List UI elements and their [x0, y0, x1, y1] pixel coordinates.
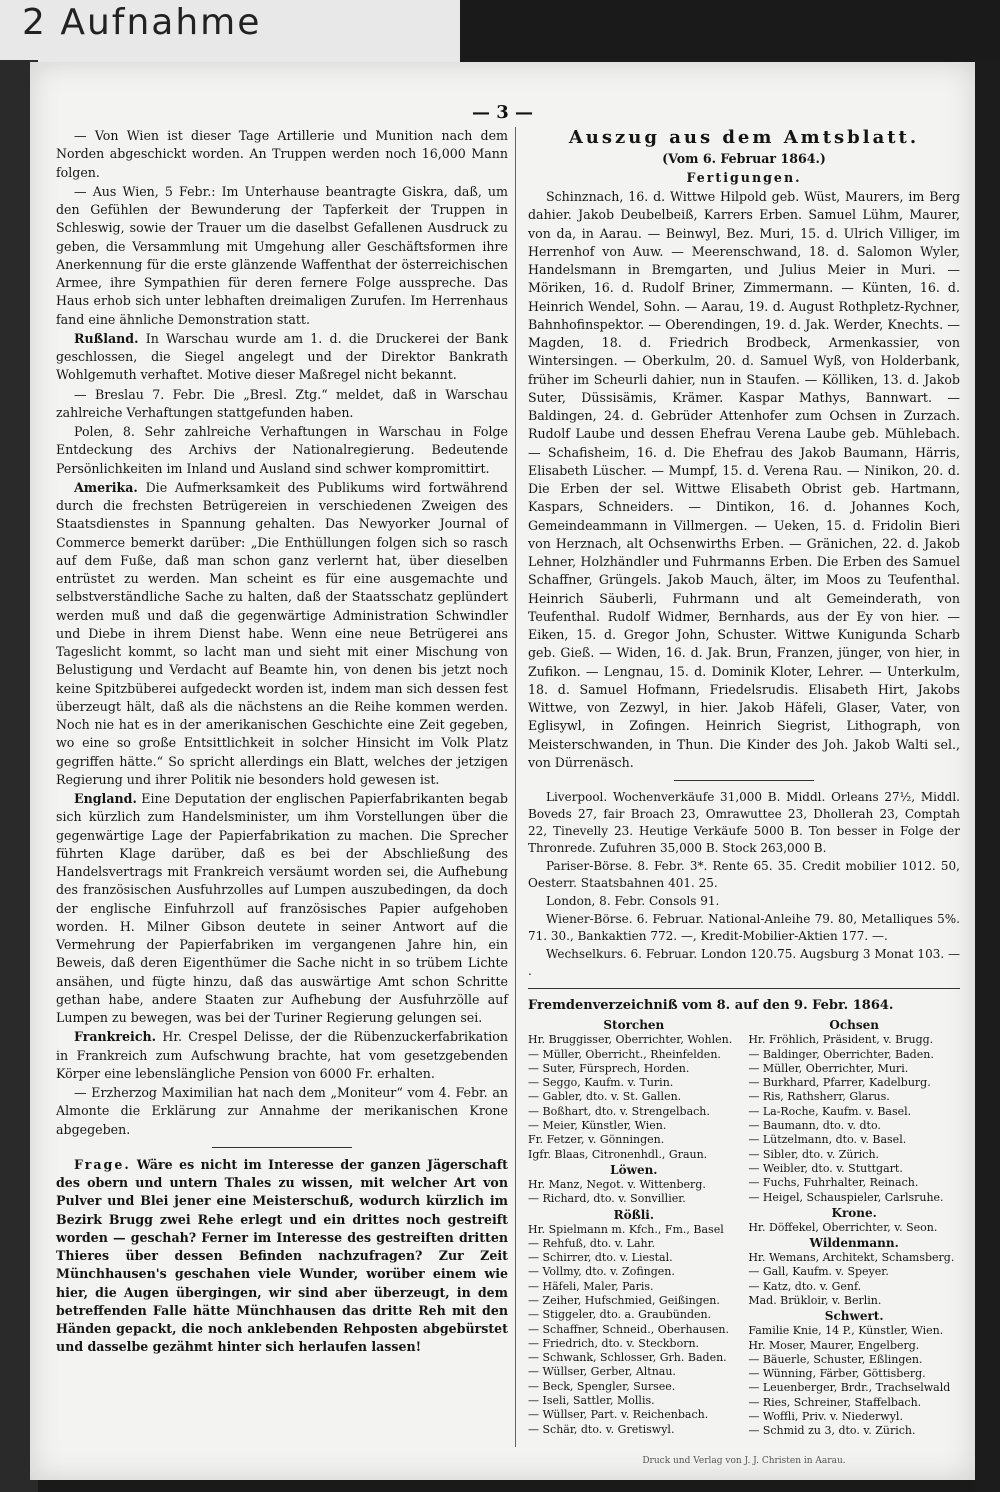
fertigungen-subtitle: Fertigungen. — [686, 170, 802, 185]
article-breslau: — Breslau 7. Febr. Die „Bresl. Ztg.“ meldet, daß in Warschau zahlreiche Verhaftungen stattgefunden haben. — [56, 386, 508, 420]
guest-entry: — Bäuerle, Schuster, Eßlingen. — [748, 1352, 923, 1366]
guest-entry: — Schär, dto. v. Gretiswyl. — [528, 1422, 675, 1436]
heading-england: England. — [74, 791, 137, 806]
section-rule — [674, 780, 814, 781]
page-number: — 3 — — [471, 102, 534, 123]
guest-entry: — Woffli, Priv. v. Niederwyl. — [748, 1410, 903, 1424]
fremden-column-left — [528, 1017, 740, 1438]
guest-entry: — Müller, Oberricht., Rheinfelden. — [528, 1047, 721, 1061]
guest-entry: — Baldinger, Oberrichter, Baden. — [748, 1047, 934, 1061]
guest-entry: — Leuenberger, Brdr., Trachselwald — [748, 1381, 951, 1395]
guest-entry: — Rehfuß, dto. v. Lahr. — [528, 1236, 656, 1250]
market-liverpool: Liverpool. Wochenverkäufe 31,000 B. Middl. Orleans 27½, Middl. Boveds 27, fair Broach 23, Omrawuttee 23, Dhollerah 23, Comptah 22, Tinevelly 23. Heutige Verkäufe 5000 B. Ton besser in Folge der Thronrede. Zufuhren 35,000 B. Stock 263,000 B. — [528, 790, 960, 855]
article-wien-artillery: — Von Wien ist dieser Tage Artillerie und Munition nach dem Norden abgeschickt worden. An Truppen werden noch 16,000 Mann folgen. — [56, 128, 508, 180]
guest-entry: — Boßhart, dto. v. Strengelbach. — [528, 1104, 710, 1118]
hotel-heading: Krone. — [831, 1205, 877, 1220]
hotel-heading: Rößli. — [613, 1207, 655, 1222]
heading-frankreich: Frankreich. — [74, 1029, 157, 1045]
text-amerika: Die Aufmerksamkeit des Publikums wird fortwährend durch die frechsten Betrügereien in verschiedenen Zweigen des Staatsdienstes in Spannung gehalten. Das Newyorker Journal of Commerce bemerkt darüber: „Die Enthüllungen folgen sich so rasch auf dem Fuße, daß man schon ganz verlernt hat, über dieselben entrüstet zu werden. Man scheint es für eine ausgemachte und selbstverständliche Sache zu halten, daß der Staatsschatz geplündert werden muß und daß die gegenwärtige Administration Schwindler und Diebe in ihrem Dienst habe. Wenn eine neue Betrügerei ans Tageslicht kommt, so lacht man und sieht mit einer Mischung von Belustigung und Verdacht auf Beamte hin, von denen bis jetzt noch keine Spitzbüberei aufgedeckt worden ist, indem man sich dessen fest überzeugt hält, daß als die nächstens an die Reihe kommen werden. Noch nie hat es in der amerikanischen Geschichte eine Zeit gegeben, wo eine so große Entsittlichkeit in solcher Hinsicht im Volk Platz gegriffen hätte.“ So spricht allerdings ein Blatt, welches der jetzigen Regierung und ihrer Politik nie besonders hold gewesen ist. — [56, 479, 508, 787]
printer-imprint: Druck und Verlag von J. J. Christen in Aarau. — [642, 1456, 846, 1466]
article-erzherzog: — Erzherzog Maximilian hat nach dem „Moniteur“ vom 4. Febr. an Almonte die Erklärung zur Annahme der merikanischen Krone abgegeben. — [56, 1085, 508, 1137]
guest-entry: — La-Roche, Kaufm. v. Basel. — [748, 1104, 912, 1118]
guest-entry: Hr. Bruggisser, Oberrichter, Wohlen. — [528, 1033, 733, 1047]
guest-entry: — Baumann, dto. v. dto. — [748, 1119, 881, 1133]
guest-entry: — Seggo, Kaufm. v. Turin. — [528, 1076, 674, 1090]
fremden-title: Fremdenverzeichniß vom 8. auf den 9. Febr. 1864. — [528, 998, 894, 1013]
article-polen: Polen, 8. Sehr zahlreiche Verhaftungen in Warschau in Folge Entdeckung des Archivs der Nationalregierung. Bedeutende Persönlichkeiten im Inland und Ausland sind schwer kompromittirt. — [56, 424, 508, 476]
guest-entry: Familie Knie, 14 P., Künstler, Wien. — [748, 1324, 944, 1338]
article-frankreich — [56, 1028, 508, 1083]
fremden-columns — [528, 1017, 960, 1438]
guest-entry: — Müller, Oberrichter, Muri. — [748, 1061, 909, 1075]
guest-entry: Hr. Döffekel, Oberrichter, v. Seon. — [748, 1220, 938, 1234]
guest-entry: — Wüllser, Gerber, Altnau. — [528, 1365, 676, 1379]
left-column — [56, 127, 508, 1358]
section-rule — [528, 988, 960, 989]
guest-entry: Hr. Moser, Maurer, Engelberg. — [748, 1338, 920, 1352]
guest-entry: — Iseli, Sattler, Mollis. — [528, 1394, 655, 1408]
guest-entry: — Stiggeler, dto. a. Graubünden. — [528, 1308, 712, 1322]
amtsblatt-date: (Vom 6. Februar 1864.) — [662, 151, 826, 166]
guest-entry: — Schirrer, dto. v. Liestal. — [528, 1251, 673, 1265]
guest-entry: — Schwank, Schlosser, Grh. Baden. — [528, 1351, 727, 1365]
text-russland: In Warschau wurde am 1. d. die Druckerei der Bank geschlossen, die Siegel angelegt und der Direktor Bankrath Wohlgemuth verhaftet. Motive dieser Maßregel nicht bekannt. — [56, 330, 508, 383]
market-paris: Pariser-Börse. 8. Febr. 3*. Rente 65. 35. Credit mobilier 1012. 50, Oesterr. Staatsbahnen 401. 25. — [528, 859, 960, 890]
guest-entry: Hr. Manz, Negot. v. Wittenberg. — [528, 1177, 706, 1191]
text-frankreich: Hr. Crespel Delisse, der die Rübenzuckerfabrikation in Frankreich zum Aufschwung brachte, hat vom gesetzgebenden Körper eine lebenslängliche Pension von 6000 Fr. erhalten. — [56, 1029, 508, 1081]
heading-amerika: Amerika. — [74, 479, 138, 495]
amtsblatt-title: Auszug aus dem Amtsblatt. — [568, 127, 920, 148]
heading-russland: Rußland. — [74, 330, 139, 346]
fertigungen-text: Schinznach, 16. d. Wittwe Hilpold geb. Wüst, Maurers, im Berg dahier. Jakob Deubelbeiß, Karrers Erben. Samuel Lühm, Maurer, von da, in Aarau. — Beinwyl, Bez. Muri, 15. d. Ulrich Villiger, im Herrenhof von Auw. — Meerenschwand, 18. d. Salomon Wyler, Handelsmann in Bremgarten, und Julius Meier in Muri. — Möriken, 16. d. Rudolf Briner, Zimmermann. — Künten, 16. d. Heinrich Wendel, Sohn. — Aarau, 19. d. August Rothpletz-Rychner, Bahnhofinspektor. — Oberendingen, 19. d. Jak. Werder, Knechts. — Magden, 18. d. Friedrich Brodbeck, Armenkassier, von Wintersingen. — Oberkulm, 20. d. Samuel Wyß, von Holderbank, früher im Scheurli dahier, nun in Staufen. — Kölliken, 13. d. Jakob Suter, Düssisämis, Krämer. Kaspar Mathys, Bannwart. — Baldingen, 24. d. Gebrüder Attenhofer zum Ochsen in Zurzach. Rudolf Laube und dessen Ehefrau Verena Laube geb. Mühlebach. — Schafisheim, 16. d. Die Ehefrau des Jakob Baumann, Härris, Elisabeth Lüscher. — Mumpf, 15. d. Verena Rau. — Ninikon, 20. d. Die Erben der sel. Wittwe Elisabeth Obrist geb. Hartmann, Kaspars, Schneiders. — Dintikon, 16. d. Johannes Koch, Gemeindeammann in Villmergen. — Ueken, 15. d. Fridolin Bieri von Herznach, alt Ochsenwirths Erben. — Gränichen, 22. d. Jakob Lehner, Holzhändler und Fuhrmanns Erben. Die Erben des Samuel Schaffner, Grüngels. Jakob Mauch, älter, im Moos zu Teufenthal. Heinrich Säuberli, Fuhrmann und alt Gemeinderath, von Teufenthal. Rudolf Widmer, Bernhards, aus der Ey von hier. — Eiken, 15. d. Gregor John, Schuster. Wittwe Kunigunda Scharb geb. Gieß. — Widen, 16. d. Jak. Brun, Franzen, jünger, von hier, in Zufikon. — Lengnau, 15. d. Dominik Kloter, Lehrer. — Unterkulm, 18. d. Samuel Hofmann, Friedelsrudis. Elisabeth Hirt, Jakobs Wittwe, von Zezwyl, in hier. Jakob Häfeli, Glaser, Vater, von Eglisywl, in Zofingen. Heinrich Siegrist, Lithograph, von Meisterschwanden, in Thun. Die Kinder des Joh. Jakob Walti sel., von Dürrenäsch. — [528, 189, 960, 770]
section-rule — [212, 1147, 352, 1148]
right-column — [528, 127, 960, 1439]
guest-entry: Fr. Fetzer, v. Gönningen. — [528, 1133, 665, 1147]
guest-entry: — Burkhard, Pfarrer, Kadelburg. — [748, 1076, 931, 1090]
guest-entry: — Wüllser, Part. v. Reichenbach. — [528, 1408, 709, 1422]
hotel-heading: Ochsen — [829, 1018, 879, 1033]
hotel-heading: Wildenmann. — [809, 1236, 899, 1251]
page-edge — [975, 60, 1000, 1492]
hotel-heading: Storchen — [603, 1018, 665, 1033]
guest-entry: — Weibler, dto. v. Stuttgart. — [748, 1161, 903, 1175]
market-london: London, 8. Febr. Consols 91. — [546, 894, 720, 908]
handwritten-note: 2 Aufnahme — [22, 2, 262, 43]
heading-frage: Frage. — [74, 1156, 131, 1172]
text-frage: Wäre es nicht im Interesse der ganzen Jägerschaft des obern und untern Thales zu wissen, mit welcher Art von Pulver und Blei jener eine Meisterschuß, wodurch kürzlich im Bezirk Brugg zwei Rehe erlegt und ein drittes noch gestreift worden — geschah? Ferner im Interesse des gestreiften dritten Thieres über dessen Befinden nachzufragen? Zur Zeit Münchhausen's geschahen viele Wunder, worüber einem wie hier, die Augen übergingen, wir sind aber überzeugt, in dem betreffenden Falle hätte Münchhausen das dritte Reh mit den Händen gepackt, die noch anklebenden Rehposten abgebürstet und dasselbe gezähmt hinter sich herlaufen lassen! — [56, 1156, 508, 1355]
guest-entry: Hr. Wemans, Architekt, Schamsberg. — [748, 1251, 955, 1265]
market-wechsel: Wechselkurs. 6. Februar. London 120.75. Augsburg 3 Monat 103. — . — [528, 947, 960, 978]
article-russland — [56, 330, 508, 385]
guest-entry: — Friedrich, dto. v. Steckborn. — [528, 1336, 700, 1350]
guest-entry: Hr. Spielmann m. Kfch., Fm., Basel — [528, 1222, 724, 1236]
market-wien: Wiener-Börse. 6. Februar. National-Anleihe 79. 80, Metalliques 5%. 71. 30., Bankaktien 772. —, Kredit-Mobilier-Aktien 177. —. — [528, 912, 960, 943]
text-england: Eine Deputation der englischen Papierfabrikanten begab sich kürzlich zum Handelsminister, um ihm Vorstellungen über die gegenwärtige Lage der Papierfabrikation zu machen. Die Sprecher führten Klage darüber, daß es bei der Abschließung des Handelsvertrags mit Frankreich versäumt worden sei, die Aufhebung des französischen Ausfuhrzolles auf Lumpen auszubedingen, da doch der englische Einfuhrzoll auf französisches Papier aufgehoben worden. H. Milner Gibson deutete in seiner Antwort auf die Vermehrung der Papierfabriken im vergangenen Jahre hin, ein Beweis, daß deren Eigenthümer die Sache nicht in so trübem Lichte ansähen, und fügte hinzu, daß das auswärtige Amt schon Schritte gethan habe, andere Staaten zur Aufhebung der Ausfuhrzölle auf Lumpen zu bewegen, was bei der Turiner Regierung gelungen sei. — [56, 791, 508, 1025]
guest-entry: — Meier, Künstler, Wien. — [528, 1119, 667, 1133]
fremden-column-right — [748, 1017, 960, 1438]
guest-entry: — Gall, Kaufm. v. Speyer. — [748, 1265, 889, 1279]
guest-entry: — Schaffner, Schneid., Oberhausen. — [528, 1322, 730, 1336]
article-frage — [56, 1156, 508, 1357]
guest-entry: — Lützelmann, dto. v. Basel. — [748, 1133, 907, 1147]
guest-entry: — Ries, Schreiner, Staffelbach. — [748, 1395, 922, 1409]
guest-entry: — Richard, dto. v. Sonvillier. — [528, 1192, 686, 1206]
article-england — [56, 790, 508, 1027]
newspaper-page — [30, 62, 975, 1480]
article-wien-unterhaus: — Aus Wien, 5 Febr.: Im Unterhause beantragte Giskra, daß, um den Gefühlen der Bewunderung der Tapferkeit der Truppen in Schleswig, sowie der Trauer um die daselbst Gefallenen Ausdruck zu geben, die Versammlung mit Umgehung aller Geschäftsformen ihre Anerkennung für die erste glänzende Waffenthat der österreichischen Armee, ihre Sympathien für deren fernere Folge ausspreche. Das Haus erhob sich unter lebhaften dreimaligen Zurufen. Im Herrenhaus fand eine ähnliche Demonstration statt. — [56, 183, 508, 327]
guest-entry: — Heigel, Schauspieler, Carlsruhe. — [748, 1190, 944, 1204]
article-amerika — [56, 479, 508, 789]
guest-entry: — Ris, Rathsherr, Glarus. — [748, 1090, 890, 1104]
guest-entry: — Vollmy, dto. v. Zofingen. — [528, 1265, 675, 1279]
guest-entry: — Zeiher, Hufschmied, Geißingen. — [528, 1294, 720, 1307]
guest-entry: — Schmid zu 3, dto. v. Zürich. — [748, 1424, 916, 1438]
hotel-heading: Schwert. — [824, 1309, 884, 1324]
column-divider — [515, 127, 516, 1447]
guest-entry: — Häfeli, Maler, Paris. — [528, 1279, 654, 1293]
guest-entry: Hr. Fröhlich, Präsident, v. Brugg. — [748, 1033, 934, 1047]
guest-entry: Mad. Brükloir, v. Berlin. — [748, 1294, 882, 1307]
guest-entry: — Sibler, dto. v. Zürich. — [748, 1147, 880, 1161]
guest-entry: — Wünning, Färber, Göttisberg. — [748, 1367, 926, 1381]
guest-entry: — Katz, dto. v. Genf. — [748, 1279, 862, 1293]
guest-entry: — Suter, Fürsprech, Horden. — [528, 1061, 690, 1075]
hotel-heading: Löwen. — [610, 1162, 658, 1177]
guest-entry: — Beck, Spengler, Sursee. — [528, 1379, 676, 1393]
guest-entry: — Gabler, dto. v. St. Gallen. — [528, 1090, 682, 1104]
guest-entry: — Fuchs, Fuhrhalter, Reinach. — [748, 1176, 919, 1190]
guest-entry: Igfr. Blaas, Citronenhdl., Graun. — [528, 1147, 708, 1161]
